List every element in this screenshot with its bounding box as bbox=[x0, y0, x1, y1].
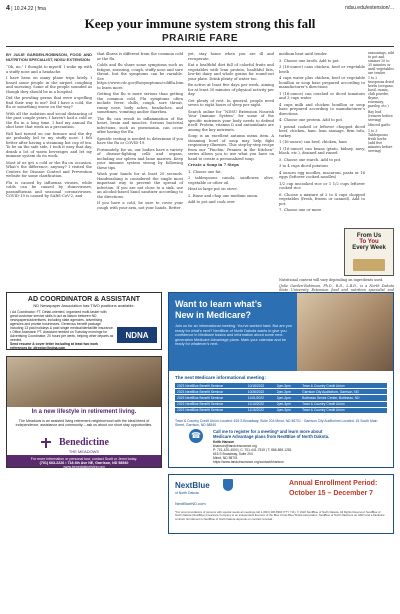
recipe-step: Heat in large pot on stove. bbox=[188, 187, 238, 191]
recipe-option: 4 cups milk and chicken bouillon or soup base prepared according to manufacturer’s directions bbox=[279, 102, 365, 116]
nextblue-logo-sub: of North Dakota bbox=[175, 491, 199, 495]
banner-intro: Join us for an informational meeting. You’ve worked hard. But are you ready for what’s next? NextBlue of North Dakota wants to give you confidence in Medicare basics and information about some next-generation Medicare Advantage plans. Mark your calendar and be ready for whatever’s next. bbox=[175, 324, 292, 346]
page-header bbox=[6, 3, 394, 13]
enrollment-dates: October 15 – December 7 bbox=[289, 490, 374, 497]
table-cell: 2pm-3pm bbox=[275, 389, 300, 395]
meeting-table bbox=[175, 383, 387, 414]
medicare-banner bbox=[169, 293, 393, 371]
paragraph: Most of us get a cold or the flu on occasion. What’s the difference, anyway? I visited the Centers for Disease Control and Prevention website for some clarification. bbox=[6, 160, 92, 178]
paragraph: yet, stay home when you are ill and recuperate. bbox=[188, 52, 274, 61]
nextblue-url[interactable]: NextBlueND.com bbox=[175, 501, 206, 506]
from-us-text: From Us bbox=[356, 233, 382, 239]
table-cell: 11/16/2022 bbox=[246, 407, 275, 413]
paragraph: Flu is caused by influenza viruses, while colds can be caused by rhinoviruses, parainfluenza and seasonal coronaviruses. COVID-19 is caused by SARS-CoV-2, and bbox=[6, 180, 92, 198]
nutrition-note: Nutritional content will vary depending on ingredients used. bbox=[279, 278, 384, 282]
table-cell: 2pm-3pm bbox=[275, 407, 300, 413]
recipe-option: 1 to 3 Tablespoons fresh herbs (add five minutes before serving) bbox=[368, 129, 393, 153]
recipe-option: Minced garlic bbox=[368, 123, 391, 128]
ad-body bbox=[10, 310, 115, 350]
ad-title: AD COORDINATOR & ASSISTANT bbox=[27, 296, 141, 303]
author-bio: (Julie Garden-Robinson, Ph.D., R.D., L.R.D., is a North Dakota State University Extension food and nutrition specialist and bbox=[279, 284, 394, 292]
phone-icon: ☎ bbox=[189, 429, 203, 443]
article-column-5 bbox=[368, 52, 394, 156]
agent-contact[interactable] bbox=[213, 441, 292, 464]
recipe-step: 5. Choose one starch. Add to pot. bbox=[279, 157, 342, 162]
table-cell: Town & Country Credit Union bbox=[300, 407, 387, 413]
table-cell: 2pm-3pm bbox=[275, 401, 300, 407]
paragraph: that illness is different from the common cold or the flu. bbox=[97, 52, 183, 61]
recipe-step: 2. Rinse and chop one medium onion. bbox=[188, 193, 259, 198]
paragraph: Colds and flu share some symptoms such as fatigue, sneezing, cough, stuffy nose and sore throat, but the symptoms can be variable. See https://www.cdc.gov/flu/symptoms/coldflu.htm to learn more. bbox=[97, 63, 184, 90]
table-row bbox=[175, 407, 387, 413]
table-cell: 2023 NextBlue Benefit Seminar bbox=[175, 395, 246, 401]
article-column-4 bbox=[279, 52, 365, 215]
contact-url[interactable]: www.benedictineliving.org bbox=[63, 465, 105, 469]
paragraph: Fortunately, for us, our bodies have a variety of disease-fighting cells and organs, including our spleen and bone marrow. Keep your immune system strong by following these tips. bbox=[97, 147, 183, 170]
senior-couple-photo bbox=[297, 293, 393, 371]
paragraph: Search online for “NDSU Extension Nourish Your Immune System” for some of the specific nutrients your body needs to defend itself. Protein, vitamin D and antioxidants are among the key nutrients. bbox=[188, 109, 274, 132]
page-number: 4 bbox=[6, 4, 10, 12]
agent-phone[interactable]: P: 701-420-4000 | C: 701-441-7519 | T: 866-659-1281 bbox=[213, 447, 292, 452]
recipe-option: 2 tablespoons canola, sunflower, olive, vegetable or other oil bbox=[188, 176, 274, 185]
contact-phone: (701) 663-2226 • 718 4th Ave NE, Garrison, ND 58540 bbox=[39, 461, 129, 465]
recipe-option: 3 (16-ounce) cans chicken, beef or vegetable broth bbox=[279, 65, 365, 74]
agent-city: Minot, ND 58701 bbox=[213, 455, 238, 460]
recipe-option: 1 (16-ounce) can crushed or diced tomatoes and 3 cups water bbox=[279, 91, 365, 100]
agent-name: Keith Hanson bbox=[213, 440, 235, 444]
shield-icon bbox=[223, 479, 233, 491]
paragraph: With all the isolation and social distancing of the past couple years, I haven’t had a cold or the flu in a long time. I had my annual flu shot later that week as a precaution. bbox=[6, 111, 92, 129]
recipe-step: seasonings, add to pot and simmer 20 to 35 minutes or until vegetables are tender. bbox=[368, 51, 394, 75]
recipe-step: 4. Choose one protein. Add to pot. bbox=[279, 118, 344, 122]
table-cell: 2023 NextBlue Benefit Seminar bbox=[175, 407, 246, 413]
table-cell: 2pm-3pm bbox=[275, 395, 300, 401]
tray-icon bbox=[353, 259, 385, 271]
table-cell: 10/18/2022 bbox=[246, 383, 275, 389]
ad-description: The Meadows is an assisted living retirement neighborhood with the ideal blend of independence, assistance and community – ask us about our short stay opportunities. bbox=[15, 419, 153, 428]
byline: BY JULIE GARDEN-ROBINSON, FOOD AND NUTRITION SPECIALIST, NDSU EXTENSION bbox=[6, 52, 92, 62]
paragraph: Fall had turned on our furnace and the dry air probably led to my stuffy nose. I felt better after having a steaming hot cup of tea. To be on the safe side, I took it easy that day, drank a lot of warm beverages and let my immune system do its work. bbox=[6, 131, 92, 158]
ndna-logo: NDNA bbox=[117, 327, 157, 343]
call-to-action bbox=[213, 429, 329, 439]
contact-bar[interactable] bbox=[7, 455, 161, 467]
ad-contact[interactable]: Send resume & cover letter including at least two work references to: director@ndna.com bbox=[10, 342, 99, 350]
table-cell: Bottineau Senior Center, Bottineau, ND bbox=[300, 395, 387, 401]
article-headline: Keep your immune system strong this fall bbox=[84, 16, 316, 31]
paragraph: Soup is an excellent autumn menu item. A steaming bowl of soup may help fight respiratory illnesses. This step-by-step recipe from our “Pinchin’ Pennies in the Kitchen” series allows you to use what you have on hand to create a personalized soup. bbox=[188, 134, 274, 161]
table-cell: 2pm-3pm bbox=[275, 383, 300, 389]
table-cell: 11/01/2022 bbox=[246, 395, 275, 401]
recipe-step: medium heat until tender. bbox=[279, 52, 328, 56]
recipe-option: 4 ounces egg noodles, macaroni, pasta or 16 eggs (leftover cooked noodles) bbox=[279, 170, 365, 179]
recipe-option: 1 (16-ounce) can beans (pinto, kidney, navy, black, etc.), drained and rinsed bbox=[279, 146, 365, 155]
ad-coordinator-ad[interactable] bbox=[6, 292, 162, 350]
enrollment-ad[interactable] bbox=[168, 474, 394, 534]
recipe-option: 1 pound cooked or leftover chopped diced beef, chicken, ham, lean sausage, firm tofu, turkey bbox=[279, 124, 365, 138]
article-column-2 bbox=[97, 52, 183, 212]
enrollment-heading: Annual Enrollment Period: bbox=[289, 480, 378, 487]
recipe-step: 6. Choose a mixture of 2 to 4 cups chopped vegetables (fresh, frozen or canned). Add to pot. bbox=[279, 192, 365, 206]
recipe-step: 7. Choose one or more bbox=[279, 208, 322, 212]
table-cell: 2023 NextBlue Benefit Seminar bbox=[175, 383, 246, 389]
paragraph: Wash your hands for at least 20 seconds. Handwashing is considered the single most important way to prevent the spread of infection. If you are not close to a sink, use an alcohol-based hand sanitizer according to the directions. bbox=[97, 172, 183, 199]
recipe-title: Create a Soup in 7 Steps bbox=[188, 163, 239, 167]
contact-line: For more information or personal tour, contact Scott or Jenni today. bbox=[30, 457, 138, 461]
call-line-2: Medicare Advantage plans from NextBlue of North Dakota. bbox=[213, 434, 330, 439]
header-left bbox=[6, 5, 46, 12]
every-week-text: Every Week bbox=[352, 245, 386, 251]
medicare-ad[interactable] bbox=[168, 292, 394, 468]
recipe-option: Bay leaf (remove before serving) bbox=[368, 109, 393, 122]
from-us-to-you-graphic bbox=[344, 228, 394, 276]
article-column-3 bbox=[188, 52, 274, 207]
agent-url[interactable]: https://www.tandcinsurance.org/contact/khanson bbox=[213, 459, 284, 464]
paragraph: Be active at least five days per week, aiming for at least 30 minutes of physical activity per day. bbox=[188, 83, 274, 96]
to-you-text: To You bbox=[359, 239, 379, 245]
issue-date: | 10.24.22 | fma bbox=[11, 5, 46, 12]
paragraph: Get plenty of rest. In general, people need seven to eight hours of sleep per night. bbox=[188, 98, 274, 107]
call-line-1: Call me to register for a meeting* and learn more about bbox=[213, 429, 323, 434]
section-title: PRAIRIE FARE bbox=[6, 33, 394, 47]
recipe-option: 1/2 cup uncooked rice or 1 1/2 cups leftover cooked rice bbox=[279, 181, 365, 190]
benedictine-logo: Benedictine bbox=[59, 437, 109, 448]
benedictine-subtitle: THE MEADOWS bbox=[68, 449, 100, 454]
venue-addresses: Town & Country Credit Union Located: 615 S Broadway, Suite 204 Minot, ND 58701 · Garrison City Auditorium Located: 15 South Main Street, Garrison, ND 58540 bbox=[175, 419, 378, 427]
benedictine-ad[interactable] bbox=[6, 356, 162, 468]
ad-subtitle: ND Newspaper Association has TWO positions available. bbox=[33, 303, 135, 308]
recipe-step: 3. Choose one broth. Add to pot. bbox=[279, 58, 340, 63]
paragraph: “Oh, no,” I thought to myself. I woke up with a stuffy nose and a headache. bbox=[6, 65, 92, 74]
table-cell: 2023 NextBlue Benefit Seminar bbox=[175, 401, 246, 407]
recipe-step: 1. Choose one fat. bbox=[188, 169, 222, 174]
paragraph: Getting the flu is more serious than getting the common cold. Flu symptoms often include fever, chills, cough, sore throat, runny nose, body aches, headaches, and sometimes, vomiting and/or diarrhea. bbox=[97, 92, 183, 114]
table-cell: 11/10/2022 bbox=[246, 401, 275, 407]
paragraph: Did the prowling germs that were a-spelling find their way to me? Did I have a cold, the flu or something worse on the way? bbox=[6, 96, 92, 109]
table-cell: Town & Country Credit Union bbox=[300, 401, 387, 407]
paragraph: Eat a healthful diet full of colorful fruits and vegetables with lean protein, healthful fats, low-fat dairy and whole grains for round-out your plate. Drink plenty of water too. bbox=[188, 63, 274, 81]
ad-paragraph: • Office Assistant: PT. Assistant needed on Tuesday mornings for Advertising Coordinator. 20 hours per week, helping other departs as needed. bbox=[10, 330, 114, 342]
ad-tagline: In a new lifestyle in retirement living. bbox=[31, 409, 137, 415]
agent-address: 615 S Broadway, Suite 204 bbox=[213, 451, 253, 456]
table-cell: Town & Country Credit Union bbox=[300, 383, 387, 389]
table-cell: Garrison City Auditorium, Garrison, ND bbox=[300, 389, 387, 395]
recipe-step: Add to pot and cook over bbox=[188, 200, 235, 204]
couple-photo bbox=[7, 357, 161, 407]
banner-headline-1: Want to learn what’s bbox=[175, 299, 262, 309]
article-column-1 bbox=[6, 52, 92, 201]
paragraph: I have been on many plane trips lately. I heard some people in the airport coughing and sneezing. Some of the people sounded as though they should be in a hospital. bbox=[6, 76, 92, 94]
paragraph: Specific testing is needed to determine if you have the flu or COVID-19. bbox=[97, 136, 183, 145]
ad-paragraph: • Ad Coordinator: FT. Detail-oriented, organized multi-tasker with great customer service skills to act as liaison between ND newspapers/advertisers, including state agencies, advertising agencies and private businesses. Generous benefit package including 13 paid holidays & paid single medical/dental/life insurance. bbox=[10, 310, 114, 330]
recipe-option: 4 cups water plus chicken, beef or vegetable bouillon or soup base prepared according to manufacturer’s directions bbox=[279, 76, 365, 89]
meeting-table-title: The next Medicare informational meeting: bbox=[175, 375, 266, 380]
recipe-option: 1 (16-ounce) can beef, chicken, ham bbox=[279, 140, 347, 144]
agent-email[interactable]: khanson@tandcinsurance.org bbox=[213, 443, 257, 448]
nextblue-logo: NextBlue bbox=[175, 481, 210, 490]
site-url[interactable]: ndsu.edu/extension/... bbox=[345, 5, 394, 11]
banner-headline-2: New in Medicare? bbox=[175, 310, 252, 320]
recipe-option: 1 to 2 teaspoons dried herbs (oregano, basil, cumin, chili powder, thyme, rosemary, parsley, etc.) bbox=[368, 76, 394, 108]
paragraph: If you have a cold, be sure to cover your cough with your arm, not your hands. Better bbox=[97, 201, 183, 210]
table-cell: 2023 NextBlue Benefit Seminar bbox=[175, 389, 246, 395]
table-cell: 10/26/2022 bbox=[246, 389, 275, 395]
paragraph: The flu can result in inflammation of the heart, brain and muscles. Serious bacterial infections, such as pneumonia, can occur after having the flu. bbox=[97, 116, 183, 134]
fine-print: *For accommodations of persons with special needs at meetings call 1-(844) 296-8990 (TTY 711). © 2022 NextBlue of North Dakota. All Rights Reserved. NextBlue of North Dakota (NextBlue) Insurance Company is an independent licensee of the Blue Cross Blue Shield Association. NextBlue of North Dakota is an HMO and a Medicare contract. Enrollment in NextBlue of North Dakota depends on contract renewal. bbox=[175, 510, 385, 521]
recipe-option: 3 to 4 cups diced potatoes bbox=[279, 164, 329, 168]
